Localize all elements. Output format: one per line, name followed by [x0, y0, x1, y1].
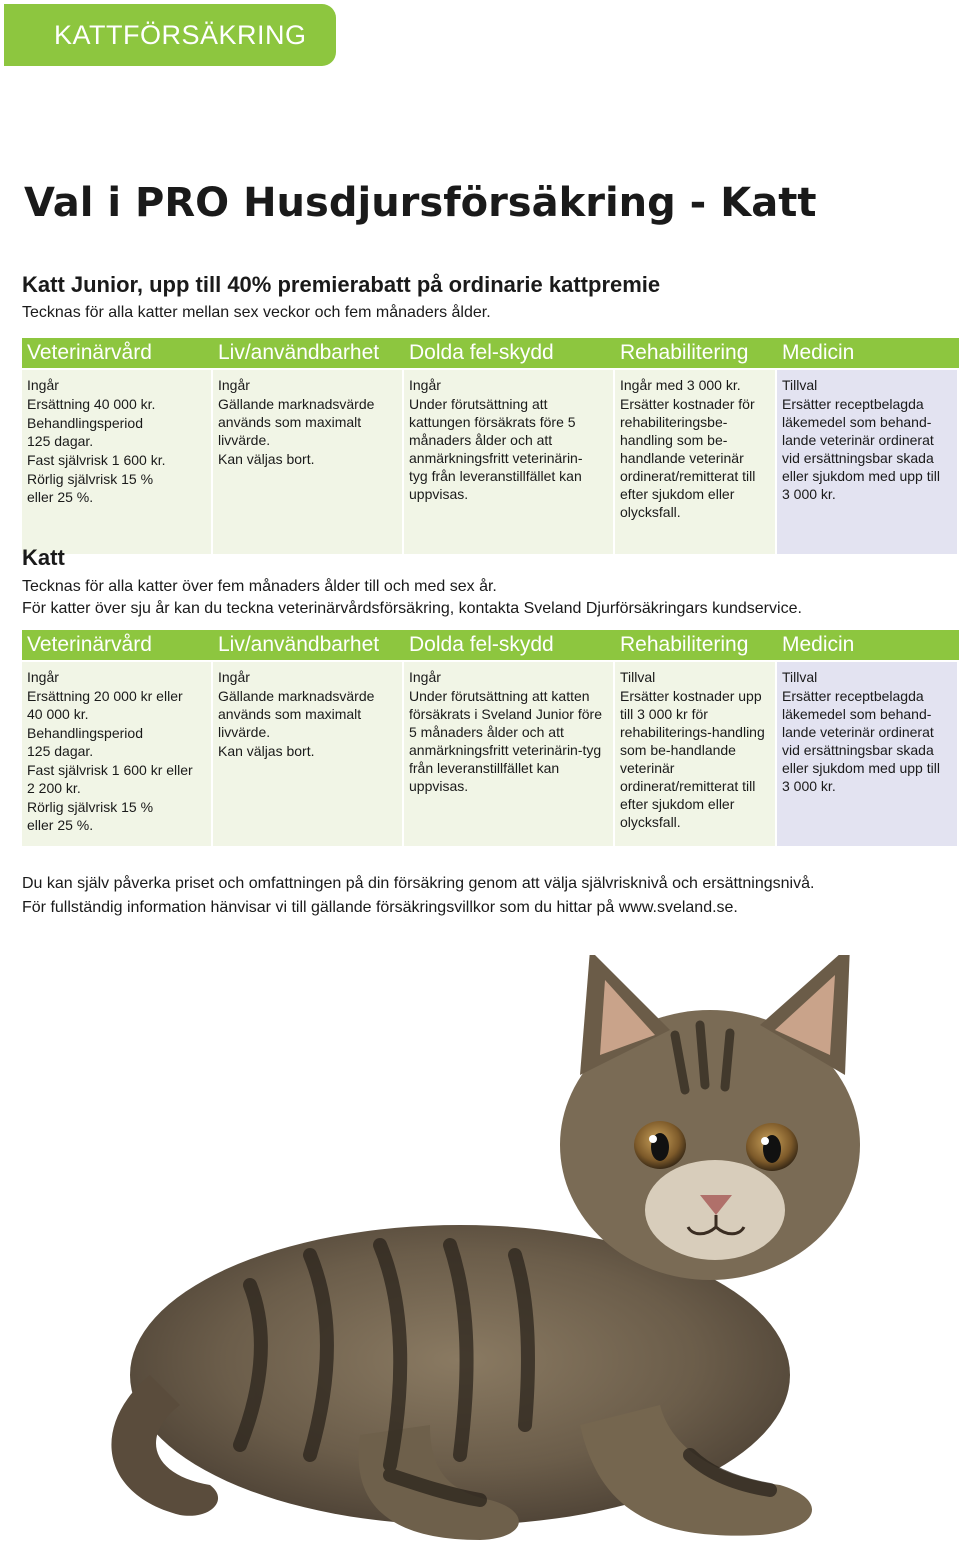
cell-medicin	[777, 660, 959, 846]
cell-line: Tillval	[782, 669, 818, 685]
cell-line: Ersätter kostnader upp till 3 000 kr för rehabiliterings-handling som be-handlande veterinär ordinerat/remitterat till efter sjukdom eller olycksfall.	[620, 688, 765, 830]
cell-line: Kan väljas bort.	[218, 743, 315, 759]
page-title: Val i PRO Husdjursförsäkring - Katt	[24, 180, 817, 226]
cell-line: Ingår	[218, 669, 250, 685]
cell-line: Kan väljas bort.	[218, 451, 315, 467]
cell-line: Ersättning 40 000 kr.	[27, 396, 156, 412]
cell-line: Gällande marknadsvärde används som maximalt livvärde.	[218, 688, 375, 740]
header-veterinarvard: Veterinärvård	[22, 338, 213, 368]
adult-subtitle-1: Tecknas för alla katter över fem månaders ålder till och med sex år.	[22, 578, 497, 595]
cell-line: Ersätter kostnader för rehabiliteringsbe-handling som be-handlande veterinär ordinerat/remitterat till efter sjukdom eller olycksfall.	[620, 396, 756, 520]
cell-liv	[213, 368, 404, 554]
cell-line: Under förutsättning att kattungen försäkrats före 5 månaders ålder och att anmärkningsfritt veterinärin-tyg från leveranstillfället kan uppvisas.	[409, 396, 583, 502]
cell-line: Behandlingsperiod 125 dagar.	[27, 725, 143, 759]
header-dolda-fel: Dolda fel-skydd	[404, 630, 615, 660]
cell-dolda-fel	[404, 660, 615, 846]
footer-note	[22, 872, 814, 920]
junior-coverage-table	[22, 338, 959, 554]
cell-line: Ersättning 20 000 kr eller 40 000 kr.	[27, 688, 183, 722]
footer-line-2: För fullständig information hänvisar vi till gällande försäkringsvillkor som du hittar på www.sveland.se.	[22, 899, 738, 916]
cell-line: Ersätter receptbelagda läkemedel som behand-lande veterinär ordinerat vid ersättningsbar skada eller sjukdom med upp till 3 000 kr.	[782, 396, 940, 502]
cell-dolda-fel	[404, 368, 615, 554]
kitten-image	[60, 955, 960, 1544]
adult-coverage-table	[22, 630, 959, 846]
junior-heading: Katt Junior, upp till 40% premierabatt på ordinarie kattpremie	[22, 272, 661, 297]
adult-subtitle-2: För katter över sju år kan du teckna veterinärvårdsförsäkring, kontakta Sveland Djurförsäkringars kundservice.	[22, 600, 802, 617]
cell-line: Ingår med 3 000 kr.	[620, 377, 741, 393]
footer-line-1: Du kan själv påverka priset och omfattningen på din försäkring genom att välja självrisknivå och ersättningsnivå.	[22, 875, 815, 892]
cell-line: Behandlingsperiod 125 dagar.	[27, 415, 143, 449]
header-dolda-fel: Dolda fel-skydd	[404, 338, 615, 368]
cell-medicin	[777, 368, 959, 554]
header-medicin: Medicin	[777, 338, 959, 368]
cell-line: Ingår	[218, 377, 250, 393]
header-rehabilitering: Rehabilitering	[615, 630, 777, 660]
cell-rehabilitering	[615, 368, 777, 554]
cell-liv	[213, 660, 404, 846]
category-tag: KATTFÖRSÄKRING	[4, 4, 336, 66]
cell-line: Rörlig självrisk 15 % eller 25 %.	[27, 471, 154, 505]
header-liv: Liv/användbarhet	[213, 630, 404, 660]
cell-line: Fast självrisk 1 600 kr eller 2 200 kr.	[27, 762, 193, 796]
cell-veterinarvard	[22, 368, 213, 554]
header-liv: Liv/användbarhet	[213, 338, 404, 368]
header-medicin: Medicin	[777, 630, 959, 660]
cell-line: Fast självrisk 1 600 kr.	[27, 452, 166, 468]
header-rehabilitering: Rehabilitering	[615, 338, 777, 368]
adult-heading: Katt	[22, 545, 65, 570]
cell-line: Ingår	[27, 669, 59, 685]
cell-line: Ingår	[409, 669, 441, 685]
cell-line: Tillval	[782, 377, 818, 393]
header-veterinarvard: Veterinärvård	[22, 630, 213, 660]
cell-rehabilitering	[615, 660, 777, 846]
cell-line: Ingår	[27, 377, 59, 393]
cell-line: Ingår	[409, 377, 441, 393]
cell-line: Ersätter receptbelagda läkemedel som behand-lande veterinär ordinerat vid ersättningsbar skada eller sjukdom med upp till 3 000 kr.	[782, 688, 940, 794]
junior-subtitle: Tecknas för alla katter mellan sex veckor och fem månaders ålder.	[22, 304, 491, 321]
cell-line: Under förutsättning att katten försäkrats i Sveland Junior före 5 månaders ålder och att anmärkningsfritt veterinärin-tyg från leveranstillfället kan uppvisas.	[409, 688, 602, 794]
cell-veterinarvard	[22, 660, 213, 846]
cell-line: Tillval	[620, 669, 656, 685]
cell-line: Gällande marknadsvärde används som maximalt livvärde.	[218, 396, 375, 448]
cell-line: Rörlig självrisk 15 % eller 25 %.	[27, 799, 154, 833]
